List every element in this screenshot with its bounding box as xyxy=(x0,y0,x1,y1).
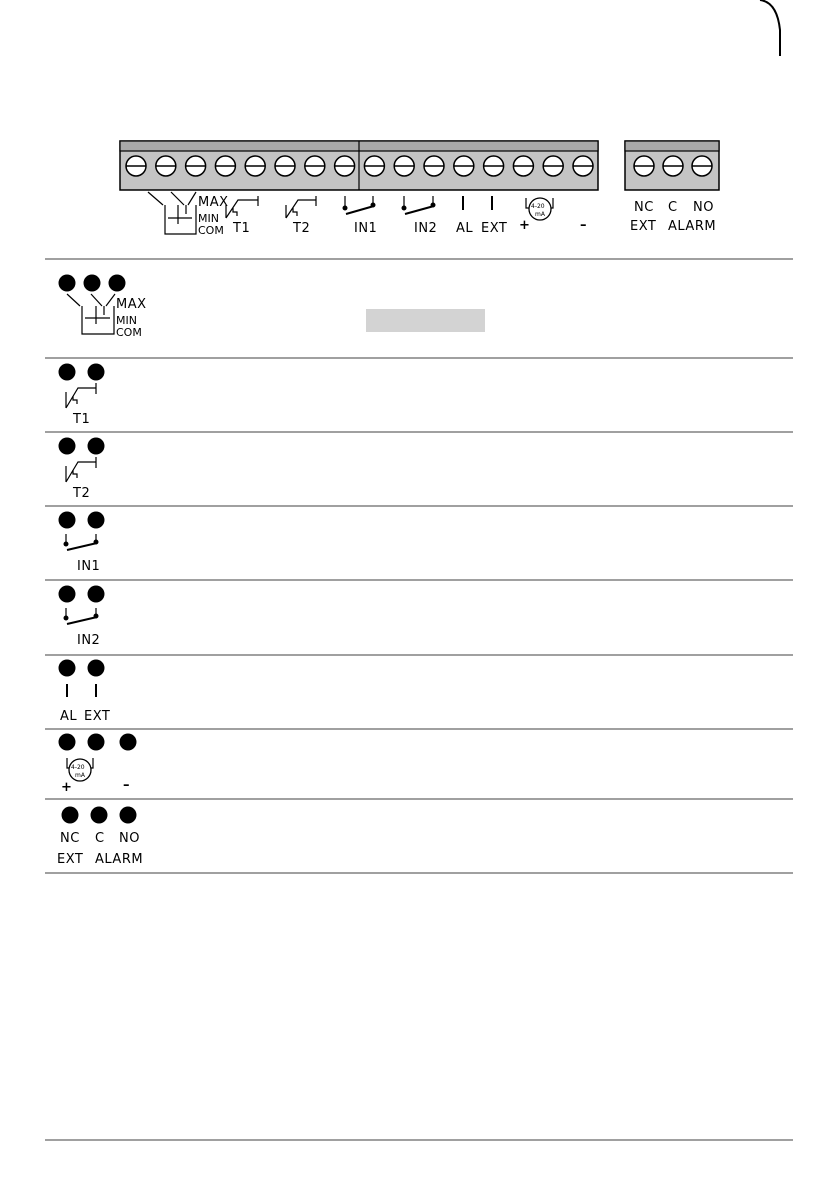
terminal-dot xyxy=(120,807,137,824)
terminal-dot xyxy=(84,275,101,292)
t2-thermostat-symbol xyxy=(286,196,316,236)
connection-table xyxy=(45,259,793,873)
terminal-dot xyxy=(109,275,126,292)
terminal-screw xyxy=(335,156,355,176)
relay-alarm-label: ALARM xyxy=(95,852,144,867)
relay-ext-label: EXT xyxy=(630,219,657,234)
level-com-label: COM xyxy=(198,224,224,237)
row-in2 xyxy=(59,586,105,649)
sensor-range-label: 4-20 xyxy=(71,764,85,771)
level-max-label: MAX xyxy=(116,297,147,312)
terminal-dot xyxy=(88,586,105,603)
al-label: AL xyxy=(60,709,78,724)
relay-labels xyxy=(630,200,716,234)
terminal-screw xyxy=(275,156,295,176)
ext-label: EXT xyxy=(481,221,508,236)
ext-label: EXT xyxy=(84,709,111,724)
level-min-label: MIN xyxy=(116,314,137,327)
in2-label: IN2 xyxy=(414,221,438,236)
terminal-screw xyxy=(663,156,683,176)
terminal-screw xyxy=(245,156,265,176)
terminal-dot xyxy=(88,438,105,455)
terminal-dot xyxy=(59,734,76,751)
row-level xyxy=(59,275,486,340)
terminal-dot xyxy=(59,586,76,603)
terminal-screw xyxy=(634,156,654,176)
row-t1 xyxy=(59,364,105,428)
t2-label: T2 xyxy=(73,486,91,501)
terminal-screw xyxy=(215,156,235,176)
relay-terminal-screws xyxy=(634,156,712,176)
relay-terminal-block xyxy=(625,141,719,190)
relay-alarm-label: ALARM xyxy=(668,219,717,234)
terminal-screw xyxy=(543,156,563,176)
in1-contact-symbol xyxy=(343,196,378,236)
terminal-dot xyxy=(62,807,79,824)
sensor-plus-label: + xyxy=(61,780,73,795)
sensor-minus-label: – xyxy=(123,778,130,793)
level-max-label: MAX xyxy=(198,195,229,210)
terminal-screw xyxy=(484,156,504,176)
relay-ext-label: EXT xyxy=(57,852,84,867)
sensor-4-20ma-symbol xyxy=(519,198,587,233)
highlight-box xyxy=(366,309,485,332)
al-label: AL xyxy=(456,221,474,236)
row-t2 xyxy=(59,438,105,502)
t2-label: T2 xyxy=(293,221,311,236)
relay-nc-label: NC xyxy=(60,831,80,846)
sensor-range-label: 4-20 xyxy=(531,203,545,210)
relay-no-label: NO xyxy=(693,200,714,215)
terminal-screw xyxy=(394,156,414,176)
terminal-screw xyxy=(364,156,384,176)
terminal-screw xyxy=(573,156,593,176)
in1-label: IN1 xyxy=(77,559,101,574)
terminal-screw xyxy=(454,156,474,176)
relay-c-label: C xyxy=(95,831,105,846)
level-min-label: MIN xyxy=(198,212,219,225)
t1-thermostat-symbol xyxy=(226,196,258,236)
terminal-dot xyxy=(88,364,105,381)
terminal-dot xyxy=(91,807,108,824)
terminal-dot xyxy=(88,512,105,529)
terminal-dot xyxy=(88,734,105,751)
relay-nc-label: NC xyxy=(634,200,654,215)
row-sensor xyxy=(59,734,137,796)
t1-label: T1 xyxy=(73,412,91,427)
terminal-screw xyxy=(305,156,325,176)
page-corner-mark xyxy=(760,0,780,56)
sensor-unit-label: mA xyxy=(75,772,85,779)
terminal-dot xyxy=(88,660,105,677)
row-relay xyxy=(57,807,143,868)
relay-no-label: NO xyxy=(119,831,140,846)
sensor-minus-label: – xyxy=(580,218,587,233)
terminal-dot xyxy=(120,734,137,751)
sensor-unit-label: mA xyxy=(535,211,545,218)
in2-label: IN2 xyxy=(77,633,101,648)
level-probe-symbol xyxy=(148,192,229,237)
al-ext-symbol xyxy=(456,196,507,236)
t1-label: T1 xyxy=(233,221,251,236)
terminal-screw xyxy=(156,156,176,176)
row-al-ext xyxy=(59,660,111,725)
in2-contact-symbol xyxy=(402,196,438,236)
terminal-dot xyxy=(59,275,76,292)
terminal-dot xyxy=(59,512,76,529)
relay-c-label: C xyxy=(668,200,678,215)
main-terminal-block xyxy=(120,141,598,190)
in1-label: IN1 xyxy=(354,221,378,236)
terminal-dot xyxy=(59,364,76,381)
sensor-plus-label: + xyxy=(519,218,531,233)
terminal-screw xyxy=(186,156,206,176)
terminal-screw xyxy=(126,156,146,176)
terminal-screw xyxy=(513,156,533,176)
terminal-dot xyxy=(59,660,76,677)
terminal-screw xyxy=(692,156,712,176)
row-in1 xyxy=(59,512,105,575)
level-com-label: COM xyxy=(116,326,142,339)
terminal-screw xyxy=(424,156,444,176)
terminal-dot xyxy=(59,438,76,455)
